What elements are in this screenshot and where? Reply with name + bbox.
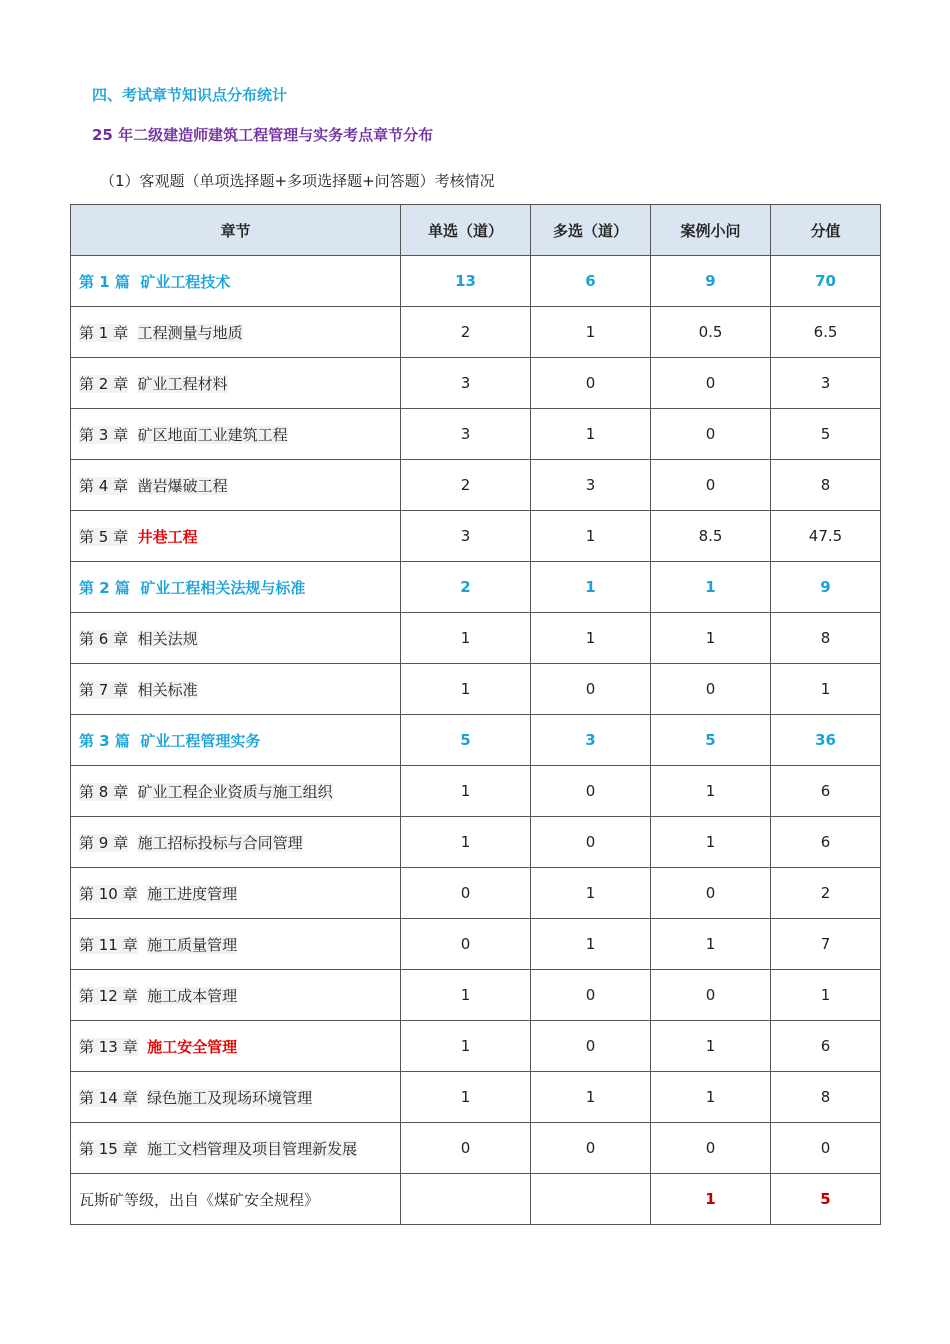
multi-choice-cell: 3: [531, 715, 651, 766]
single-choice-cell: 1: [401, 1072, 531, 1123]
table-row: [71, 307, 881, 358]
score-cell: 5: [771, 409, 881, 460]
score-cell: 6: [771, 817, 881, 868]
score-cell: 47.5: [771, 511, 881, 562]
score-cell: 8: [771, 460, 881, 511]
chapter-title: 施工成本管理: [147, 986, 238, 1005]
single-choice-cell: 1: [401, 613, 531, 664]
single-choice-cell: 0: [401, 919, 531, 970]
chapter-number: 第 6 章: [79, 629, 129, 648]
multi-choice-cell: 1: [531, 919, 651, 970]
score-cell: 6.5: [771, 307, 881, 358]
multi-choice-cell: 0: [531, 970, 651, 1021]
multi-choice-cell: 0: [531, 358, 651, 409]
multi-choice-cell: 1: [531, 562, 651, 613]
case-questions-cell: 1: [651, 817, 771, 868]
single-choice-cell: 3: [401, 409, 531, 460]
part-title: 矿业工程相关法规与标准: [140, 578, 306, 597]
single-choice-cell: 5: [401, 715, 531, 766]
case-questions-cell: 1: [651, 562, 771, 613]
chapter-number: 第 13 章: [79, 1037, 138, 1056]
multi-choice-cell: 1: [531, 307, 651, 358]
table-header-row: [71, 205, 881, 256]
score-cell: 9: [771, 562, 881, 613]
table-row: [71, 1072, 881, 1123]
chapter-cell: [71, 664, 401, 715]
table-row: [71, 1123, 881, 1174]
chapter-number: 第 14 章: [79, 1088, 138, 1107]
table-row: [71, 664, 881, 715]
chapter-cell: [71, 613, 401, 664]
chapter-title: 矿区地面工业建筑工程: [137, 425, 288, 444]
case-questions-cell: 1: [651, 1174, 771, 1225]
chapter-number: 第 3 章: [79, 425, 129, 444]
multi-choice-cell: 0: [531, 1123, 651, 1174]
part-number: 第 1 篇: [79, 272, 130, 291]
score-cell: 2: [771, 868, 881, 919]
multi-choice-cell: 3: [531, 460, 651, 511]
chapter-number: 第 10 章: [79, 884, 138, 903]
table-row-note: [71, 1174, 881, 1225]
case-questions-cell: 0: [651, 868, 771, 919]
single-choice-cell: 1: [401, 1021, 531, 1072]
single-choice-cell: 3: [401, 358, 531, 409]
note-cell: 瓦斯矿等级，出自《煤矿安全规程》: [71, 1174, 401, 1225]
score-cell: 1: [771, 664, 881, 715]
score-cell: 6: [771, 766, 881, 817]
chapter-title: 工程测量与地质: [137, 323, 243, 342]
score-cell: 5: [771, 1174, 881, 1225]
chapter-distribution-table: [70, 204, 881, 1225]
chapter-cell: [71, 919, 401, 970]
chapter-cell: [71, 1021, 401, 1072]
chapter-cell: [71, 1123, 401, 1174]
single-choice-cell: 1: [401, 817, 531, 868]
chapter-cell: [71, 256, 401, 307]
chapter-number: 第 15 章: [79, 1139, 138, 1158]
chapter-title: 凿岩爆破工程: [137, 476, 228, 495]
part-title: 矿业工程技术: [140, 272, 231, 291]
table-caption: （1）客观题（单项选择题+多项选择题+问答题）考核情况: [100, 172, 495, 190]
table-row: [71, 511, 881, 562]
single-choice-cell: 1: [401, 766, 531, 817]
chapter-title-highlighted: 施工安全管理: [147, 1037, 238, 1056]
table-row-part: [71, 715, 881, 766]
score-cell: 1: [771, 970, 881, 1021]
chapter-cell: [71, 409, 401, 460]
chapter-cell: [71, 358, 401, 409]
header-multi-choice: 多选（道）: [531, 205, 651, 256]
case-questions-cell: 1: [651, 613, 771, 664]
single-choice-cell: 2: [401, 307, 531, 358]
case-questions-cell: 0.5: [651, 307, 771, 358]
case-questions-cell: 1: [651, 919, 771, 970]
multi-choice-cell: 1: [531, 511, 651, 562]
case-questions-cell: 1: [651, 1072, 771, 1123]
header-case-questions: 案例小问: [651, 205, 771, 256]
chapter-title: 施工进度管理: [147, 884, 238, 903]
multi-choice-cell: 1: [531, 868, 651, 919]
chapter-number: 第 8 章: [79, 782, 129, 801]
chapter-number: 第 11 章: [79, 935, 138, 954]
chapter-cell: [71, 868, 401, 919]
chapter-title: 绿色施工及现场环境管理: [147, 1088, 313, 1107]
table-row: [71, 358, 881, 409]
chapter-cell: [71, 460, 401, 511]
case-questions-cell: 5: [651, 715, 771, 766]
chapter-cell: [71, 817, 401, 868]
chapter-cell: [71, 715, 401, 766]
case-questions-cell: 8.5: [651, 511, 771, 562]
part-number: 第 2 篇: [79, 578, 130, 597]
single-choice-cell: 13: [401, 256, 531, 307]
multi-choice-cell: [531, 1174, 651, 1225]
chapter-cell: [71, 511, 401, 562]
score-cell: 8: [771, 1072, 881, 1123]
single-choice-cell: 2: [401, 460, 531, 511]
table-row: [71, 460, 881, 511]
multi-choice-cell: 1: [531, 409, 651, 460]
chapter-number: 第 12 章: [79, 986, 138, 1005]
chapter-title: 施工文档管理及项目管理新发展: [147, 1139, 358, 1158]
part-title: 矿业工程管理实务: [140, 731, 261, 750]
case-questions-cell: 1: [651, 1021, 771, 1072]
multi-choice-cell: 0: [531, 766, 651, 817]
multi-choice-cell: 0: [531, 817, 651, 868]
case-questions-cell: 1: [651, 766, 771, 817]
single-choice-cell: 2: [401, 562, 531, 613]
chapter-number: 第 2 章: [79, 374, 129, 393]
chapter-cell: [71, 766, 401, 817]
table-row: [71, 1021, 881, 1072]
case-questions-cell: 0: [651, 460, 771, 511]
table-row: [71, 613, 881, 664]
score-cell: 36: [771, 715, 881, 766]
part-number: 第 3 篇: [79, 731, 130, 750]
single-choice-cell: 3: [401, 511, 531, 562]
single-choice-cell: 1: [401, 664, 531, 715]
score-cell: 8: [771, 613, 881, 664]
header-single-choice: 单选（道）: [401, 205, 531, 256]
score-cell: 6: [771, 1021, 881, 1072]
chapter-title: 相关法规: [137, 629, 198, 648]
table-row: [71, 409, 881, 460]
case-questions-cell: 0: [651, 1123, 771, 1174]
multi-choice-cell: 1: [531, 1072, 651, 1123]
case-questions-cell: 0: [651, 358, 771, 409]
chapter-number: 第 1 章: [79, 323, 129, 342]
chapter-number: 第 7 章: [79, 680, 129, 699]
table-row-part: [71, 562, 881, 613]
chapter-number: 第 4 章: [79, 476, 129, 495]
table-row: [71, 817, 881, 868]
chapter-cell: [71, 970, 401, 1021]
single-choice-cell: 1: [401, 970, 531, 1021]
chapter-title: 相关标准: [137, 680, 198, 699]
document-title: 25 年二级建造师建筑工程管理与实务考点章节分布: [92, 126, 434, 144]
chapter-title: 施工质量管理: [147, 935, 238, 954]
multi-choice-cell: 0: [531, 664, 651, 715]
single-choice-cell: [401, 1174, 531, 1225]
score-cell: 3: [771, 358, 881, 409]
multi-choice-cell: 0: [531, 1021, 651, 1072]
chapter-cell: [71, 562, 401, 613]
header-score: 分值: [771, 205, 881, 256]
chapter-title: 矿业工程企业资质与施工组织: [137, 782, 333, 801]
single-choice-cell: 0: [401, 868, 531, 919]
case-questions-cell: 9: [651, 256, 771, 307]
table-row: [71, 868, 881, 919]
chapter-cell: [71, 1072, 401, 1123]
case-questions-cell: 0: [651, 970, 771, 1021]
multi-choice-cell: 1: [531, 613, 651, 664]
score-cell: 70: [771, 256, 881, 307]
section-heading: 四、考试章节知识点分布统计: [92, 86, 288, 104]
chapter-cell: [71, 307, 401, 358]
table-row: [71, 766, 881, 817]
single-choice-cell: 0: [401, 1123, 531, 1174]
score-cell: 7: [771, 919, 881, 970]
multi-choice-cell: 6: [531, 256, 651, 307]
header-chapter: 章节: [71, 205, 401, 256]
case-questions-cell: 0: [651, 664, 771, 715]
table-row-part: [71, 256, 881, 307]
chapter-title: 矿业工程材料: [137, 374, 228, 393]
score-cell: 0: [771, 1123, 881, 1174]
table-row: [71, 970, 881, 1021]
chapter-title: 施工招标投标与合同管理: [137, 833, 303, 852]
chapter-number: 第 5 章: [79, 527, 129, 546]
table-row: [71, 919, 881, 970]
chapter-title-highlighted: 井巷工程: [137, 527, 198, 546]
chapter-number: 第 9 章: [79, 833, 129, 852]
case-questions-cell: 0: [651, 409, 771, 460]
